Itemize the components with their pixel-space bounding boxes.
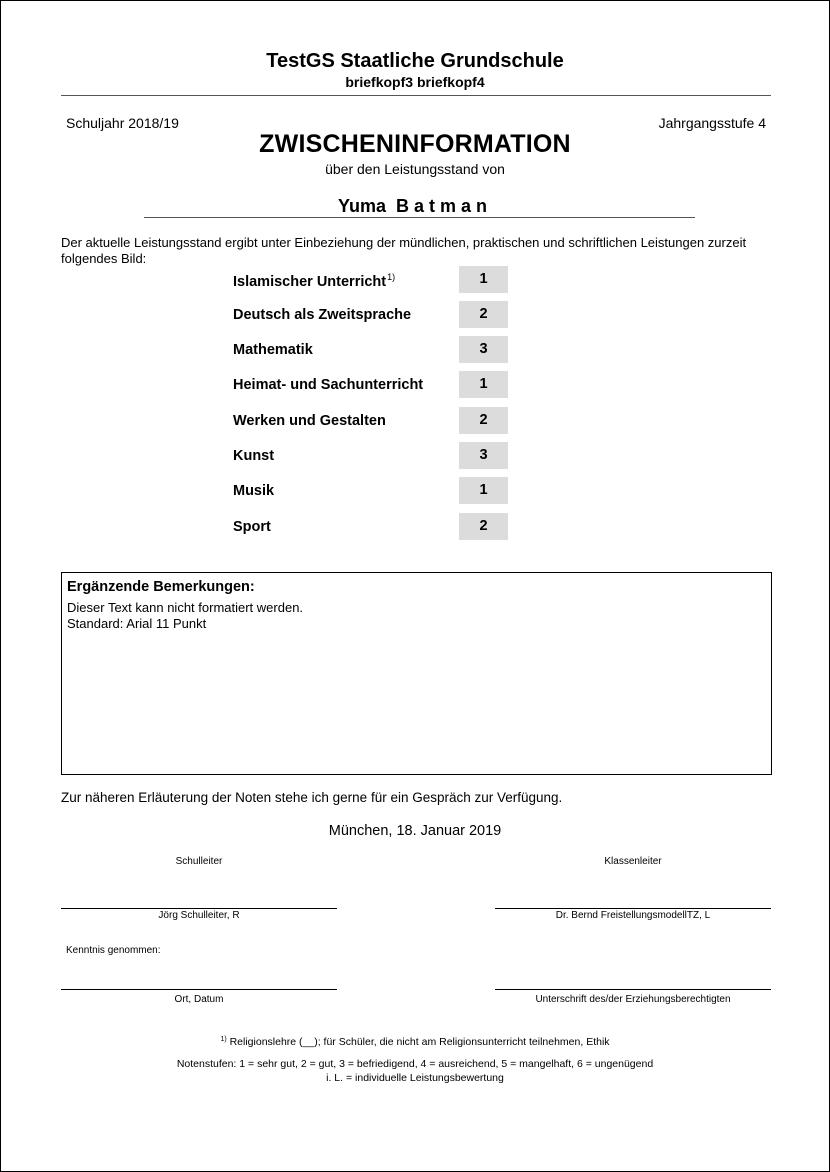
subject-name: Sport <box>233 519 271 535</box>
remarks-line: Standard: Arial 11 Punkt <box>67 616 207 631</box>
subject-name: Islamischer Unterricht$^{1)}$ <box>233 272 396 290</box>
grade-box: 3 <box>459 442 508 469</box>
grading-scale: Notenstufen: 1 = sehr gut, 2 = gut, 3 = befriedigend, 4 = ausreichend, 5 = mangelhaft, 6 = ungenügend <box>176 1058 654 1070</box>
subject-name: Werken und Gestalten <box>233 413 386 429</box>
subject-row <box>233 407 513 434</box>
subject-name: Heimat- und Sachunterricht <box>233 377 424 393</box>
student-last-name: Batman <box>396 196 493 216</box>
grade-level: Jahrgangsstufe 4 <box>658 115 766 131</box>
remarks-line: Dieser Text kann nicht formatiert werden. <box>67 600 304 615</box>
school-name: TestGS Staatliche Grundschule <box>266 50 564 72</box>
remarks-box <box>61 572 772 775</box>
footnote-religion: $^{1)}$ Religionslehre (__); für Schüler, die nicht am Religionsunterricht teilnehmen, Ethik <box>220 1036 610 1048</box>
subject-row <box>233 371 513 398</box>
principal-signature-line <box>61 908 337 909</box>
teacher-label: Klassenleiter <box>604 856 662 867</box>
individual-assessment-note: i. L. = individuelle Leistungsbewertung <box>326 1072 504 1084</box>
grade-box: 2 <box>459 301 508 328</box>
principal-label: Schulleiter <box>175 856 223 867</box>
student-name <box>0 196 830 217</box>
grade-box: 1 <box>459 266 508 293</box>
grade-box: 1 <box>459 371 508 398</box>
subject-row <box>233 513 513 540</box>
teacher-name: Dr. Bernd FreistellungsmodellTZ, L <box>555 910 711 921</box>
guardian-label: Unterschrift des/der Erziehungsberechtigten <box>535 994 731 1005</box>
header-divider <box>61 95 771 96</box>
page-subtitle: über den Leistungsstand von <box>325 161 505 177</box>
letterhead: briefkopf3 briefkopf4 <box>345 74 485 90</box>
teacher-signature-line <box>495 908 771 909</box>
student-first-name: Yuma <box>337 196 386 216</box>
footnote-marker: 1) <box>220 1036 227 1043</box>
footnote-marker: 1) <box>387 272 396 282</box>
subject-row <box>233 266 513 293</box>
subject-name: Kunst <box>233 448 275 464</box>
remarks-text <box>67 600 303 632</box>
school-year: Schuljahr 2018/19 <box>66 115 179 131</box>
page-title: ZWISCHENINFORMATION <box>259 130 571 158</box>
grade-box: 2 <box>459 513 508 540</box>
subject-name: Musik <box>233 483 275 499</box>
place-date: München, 18. Januar 2019 <box>328 823 502 839</box>
subject-row <box>233 301 513 328</box>
guardian-signature-line <box>495 989 771 990</box>
subject-row <box>233 442 513 469</box>
grade-box: 2 <box>459 407 508 434</box>
subject-row <box>233 336 513 363</box>
subject-row <box>233 477 513 504</box>
subject-name: Deutsch als Zweitsprache <box>233 307 412 323</box>
explanation-text: Zur näheren Erläuterung der Noten stehe ich gerne für ein Gespräch zur Verfügung. <box>61 790 563 805</box>
acknowledged-label: Kenntnis genommen: <box>66 945 161 956</box>
intro-text: Der aktuelle Leistungsstand ergibt unter Einbeziehung der mündlichen, praktischen und schriftlichen Leistungen zurzeit folgendes Bild: <box>61 235 747 266</box>
principal-name: Jörg Schulleiter, R <box>158 910 240 921</box>
subject-name: Mathematik <box>233 342 313 358</box>
remarks-heading: Ergänzende Bemerkungen: <box>67 579 255 595</box>
name-underline <box>144 217 695 218</box>
grade-box: 1 <box>459 477 508 504</box>
grade-box: 3 <box>459 336 508 363</box>
place-date-label: Ort, Datum <box>174 994 224 1005</box>
place-date-signature-line <box>61 989 337 990</box>
